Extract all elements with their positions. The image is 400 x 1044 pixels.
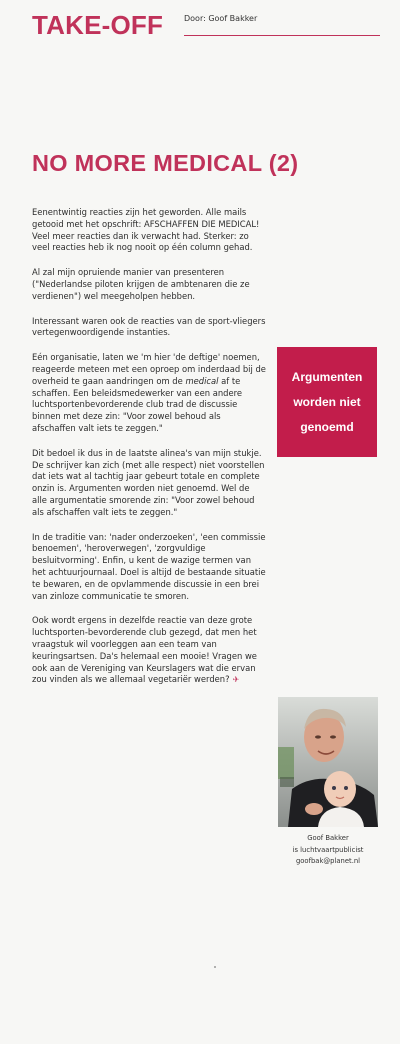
scan-speck bbox=[214, 966, 216, 968]
author-role: is luchtvaartpublicist bbox=[292, 845, 364, 854]
author-email: goofbak@planet.nl bbox=[295, 857, 361, 865]
article-body bbox=[32, 207, 267, 699]
byline: Door: Goof Bakker bbox=[184, 14, 258, 23]
pullquote-line: worden niet bbox=[293, 394, 361, 409]
paragraph-3: Interessant waren ook de reacties van de sport-vliegers vertegenwoordigende instanties. bbox=[32, 315, 266, 338]
pullquote-line: genoemd bbox=[300, 419, 354, 434]
paragraph-7-text: Ook wordt ergens in dezelfde reactie van deze grote luchtsporten-bevorderende club gezegd, dat men het vraagstuk wil voorleggen aan een team van keuringsartsen. Da's helemaal een mooie! Vragen we ook aan de Vereniging van Keurslagers wat die ervan zou vinden als we allemaal vegetariër werden? bbox=[32, 615, 257, 685]
page-header bbox=[32, 10, 377, 40]
author-photo-illustration bbox=[278, 697, 378, 827]
paragraph-1: Eenentwintig reacties zijn het geworden. Alle mails getooid met het opschrift: AFSCHAFFEN DIE MEDICAL! Veel meer reacties dan ik verwacht had. Sterker: zo veel reacties heb ik nog nooit op één column gehad. bbox=[32, 207, 260, 253]
paragraph-4-part-1: Eén organisatie, laten we 'm hier 'de deftige' noemen, reageerde meteen met een oproep om inderdaad bij de overheid te gaan aandringen om de bbox=[32, 352, 266, 386]
author-caption bbox=[276, 833, 380, 868]
paragraph-7 bbox=[32, 615, 267, 686]
article-headline: NO MORE MEDICAL (2) bbox=[32, 150, 299, 176]
paragraph-6: In de traditie van: 'nader onderzoeken', 'een commissie benoemen', 'heroverwegen', 'zorgvuldige besluitvorming'. Enfin, u kent de wazige termen van het achtuurjournaal. Doel is altijd de bestaande situatie te bewaren, en de opvlammende discussie in een brei van zinloze communicatie te smoren. bbox=[32, 531, 266, 601]
paragraph-4 bbox=[32, 352, 267, 435]
author-name: Goof Bakker bbox=[307, 834, 349, 842]
pullquote-box bbox=[277, 347, 377, 457]
end-mark-icon: ✈ bbox=[232, 675, 240, 685]
paragraph-5: Dit bedoel ik dus in de laatste alinea's van mijn stukje. De schrijver kan zich (met alle respect) niet voorstellen dat iets wat al tachtig jaar gebeurt totale en complete onzin is. Argumenten worden niet genoemd. Wel de alle argumentatie smorende zin: "Voor zowel behoud als afschaffen valt iets te zeggen." bbox=[32, 447, 265, 517]
paragraph-2: Al zal mijn opruiende manier van presenteren ("Nederlandse piloten krijgen de ambtenaren die ze verdienen") wel meegeholpen hebben. bbox=[32, 267, 250, 301]
author-photo bbox=[278, 697, 378, 827]
pullquote-line: Argumenten bbox=[291, 369, 363, 384]
header-rule bbox=[184, 35, 380, 36]
section-title: TAKE-OFF bbox=[32, 10, 164, 40]
paragraph-4-emphasis: medical bbox=[185, 375, 219, 386]
paragraph-4-part-2: af te schaffen. Een beleidsmedewerker van een andere luchtsportenbevorderende club trad de discussie binnen met deze zin: "Voor zowel behoud als afschaffen valt iets te zeggen." bbox=[32, 375, 243, 433]
